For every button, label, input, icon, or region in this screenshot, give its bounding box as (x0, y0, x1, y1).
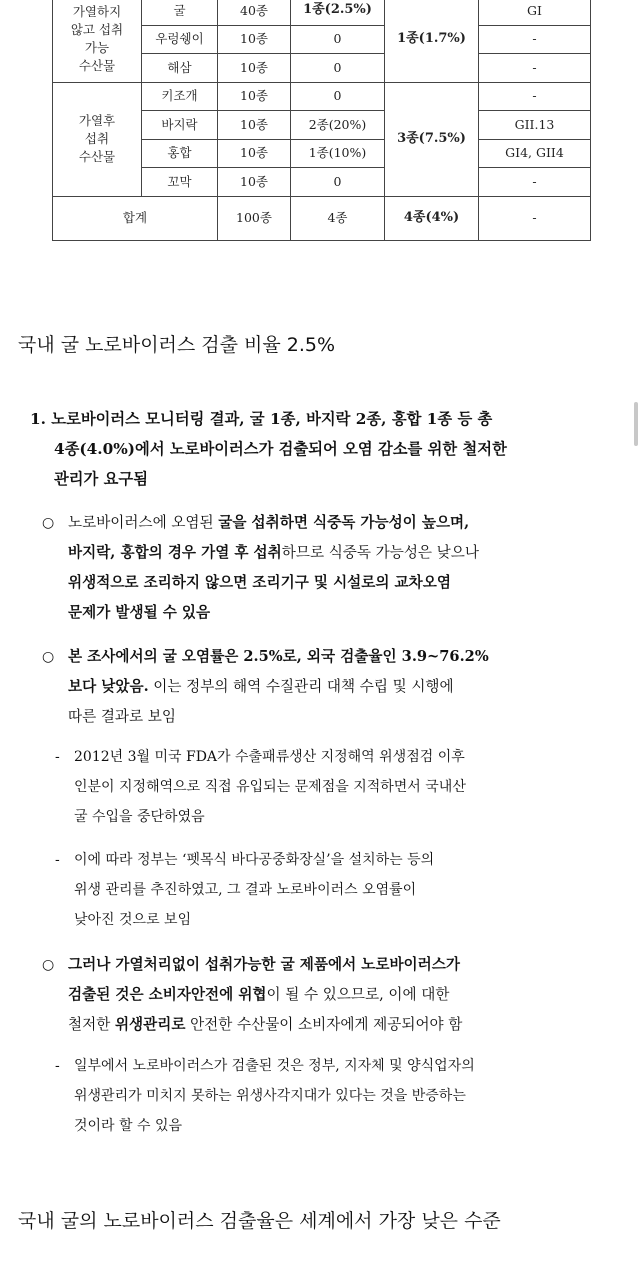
count-cell: 10종 (218, 25, 291, 54)
text-line: 위생적으로 조리하지 않으면 조리기구 및 시설로의 교차오염 (68, 574, 451, 591)
dash-paragraph-2 (74, 845, 434, 935)
text-line: 위생 관리를 추진하였고, 그 결과 노로바이러스 오염률이 (74, 882, 417, 898)
text-line: 따른 결과로 보임 (68, 708, 176, 725)
circle-bullet-icon: ○ (42, 515, 55, 531)
total-detect: 4종 (291, 196, 385, 240)
dash-paragraph-1 (74, 742, 466, 832)
heading-line: 관리가 요구됨 (54, 470, 148, 488)
count-cell: 10종 (218, 139, 291, 168)
gene-cell: - (479, 25, 591, 54)
dash-bullet-icon: - (55, 749, 60, 765)
total-gene: - (479, 196, 591, 240)
scrollbar-thumb[interactable] (634, 402, 638, 446)
text-run: 노로바이러스에 오염된 (68, 514, 219, 531)
text-line: 굴 수입을 중단하였음 (74, 809, 205, 825)
item-cell: 우렁쉥이 (142, 25, 218, 54)
bullet-paragraph-2 (68, 642, 489, 732)
table-row (53, 82, 591, 111)
detect-cell: 0 (291, 82, 385, 111)
item-cell: 키조개 (142, 82, 218, 111)
gene-cell: GII.13 (479, 111, 591, 140)
text-line: 2012년 3월 미국 FDA가 수출패류생산 지정해역 위생점검 이후 (74, 749, 465, 765)
text-line (68, 980, 462, 1010)
text-line (68, 538, 479, 568)
gene-cell: GI4, GII4 (479, 139, 591, 168)
text-line: 일부에서 노로바이러스가 검출된 것은 정부, 지자체 및 양식업자의 (74, 1058, 475, 1074)
caption-world-lowest: 국내 굴의 노로바이러스 검출율은 세계에서 가장 낮은 수준 (18, 1210, 501, 1232)
norovirus-results-table (52, 0, 591, 241)
gene-cell: - (479, 54, 591, 83)
circle-bullet-icon: ○ (42, 649, 55, 665)
table-row (53, 0, 591, 25)
total-group-total: 4종(4%) (385, 196, 479, 240)
text-line: 것이라 할 수 있음 (74, 1118, 183, 1134)
total-label: 합계 (53, 196, 218, 240)
detect-cell: 0 (291, 54, 385, 83)
gene-cell: - (479, 82, 591, 111)
heading-line: 4종(4.0%)에서 노로바이러스가 검출되어 오염 감소를 위한 철저한 (54, 440, 507, 458)
text-line: 본 조사에서의 굴 오염률은 2.5%로, 외국 검출율인 3.9~76.2% (68, 648, 489, 665)
text-line: 문제가 발생될 수 있음 (68, 604, 211, 621)
count-cell: 10종 (218, 82, 291, 111)
text-run: 철저한 (68, 1016, 115, 1033)
caption-detection-rate: 국내 굴 노로바이러스 검출 비율 2.5% (18, 334, 336, 356)
item-cell: 꼬막 (142, 168, 218, 197)
text-line (68, 508, 479, 538)
text-run: 하므로 식중독 가능성은 낮으나 (281, 544, 479, 561)
detect-cell: 0 (291, 25, 385, 54)
total-count: 100종 (218, 196, 291, 240)
count-cell: 10종 (218, 54, 291, 83)
text-line: 위생관리가 미치지 못하는 위생사각지대가 있다는 것을 반증하는 (74, 1088, 466, 1104)
group-cell-cooked: 가열후 섭취 수산물 (53, 82, 142, 196)
text-line: 그러나 가열처리없이 섭취가능한 굴 제품에서 노로바이러스가 (68, 956, 460, 973)
detect-cell: 1종(10%) (291, 139, 385, 168)
text-run: 안전한 수산물이 소비자에게 제공되어야 함 (185, 1016, 463, 1033)
item-cell: 홍합 (142, 139, 218, 168)
text-line: 인분이 지정해역으로 직접 유입되는 문제점을 지적하면서 국내산 (74, 779, 466, 795)
heading-line: 1. 노로바이러스 모니터링 결과, 굴 1종, 바지락 2종, 홍합 1종 등 총 (30, 410, 493, 428)
text-run: 이 될 수 있으므로, 이에 대한 (266, 986, 450, 1003)
text-line (68, 1010, 462, 1040)
bullet-paragraph-1 (68, 508, 479, 628)
dash-paragraph-3 (74, 1051, 475, 1141)
dash-bullet-icon: - (55, 852, 60, 868)
text-run-bold: 바지락, 홍합의 경우 가열 후 섭취 (68, 544, 282, 561)
section-heading (30, 404, 507, 494)
text-line: 낮아진 것으로 보임 (74, 912, 192, 928)
count-cell: 10종 (218, 168, 291, 197)
dash-bullet-icon: - (55, 1058, 60, 1074)
table-total-row (53, 196, 591, 240)
gene-cell: GI (479, 0, 591, 25)
text-run: 이는 정부의 해역 수질관리 대책 수립 및 시행에 (148, 678, 454, 695)
detect-cell: 1종(2.5%) (291, 0, 385, 25)
text-run-bold: 위생관리로 (114, 1016, 186, 1033)
circle-bullet-icon: ○ (42, 957, 55, 973)
item-cell: 해삼 (142, 54, 218, 83)
text-line (68, 672, 489, 702)
item-cell: 바지락 (142, 111, 218, 140)
text-run-bold: 검출된 것은 소비자안전에 위협 (68, 986, 267, 1003)
text-run-bold: 보다 낮았음. (68, 678, 149, 695)
count-cell: 10종 (218, 111, 291, 140)
group-cell-raw: 가열하지 않고 섭취 가능 수산물 (53, 0, 142, 82)
group-total-cell: 3종(7.5%) (385, 82, 479, 196)
item-cell: 굴 (142, 0, 218, 25)
detect-cell: 0 (291, 168, 385, 197)
group-total-cell: 1종(1.7%) (385, 0, 479, 82)
count-cell: 40종 (218, 0, 291, 25)
detect-cell: 2종(20%) (291, 111, 385, 140)
text-line: 이에 따라 정부는 ‘펫목식 바다공중화장실’을 설치하는 등의 (74, 852, 435, 868)
gene-cell: - (479, 168, 591, 197)
text-run-bold: 굴을 섭취하면 식중독 가능성이 높으며, (218, 514, 470, 531)
bullet-paragraph-3 (68, 950, 462, 1040)
